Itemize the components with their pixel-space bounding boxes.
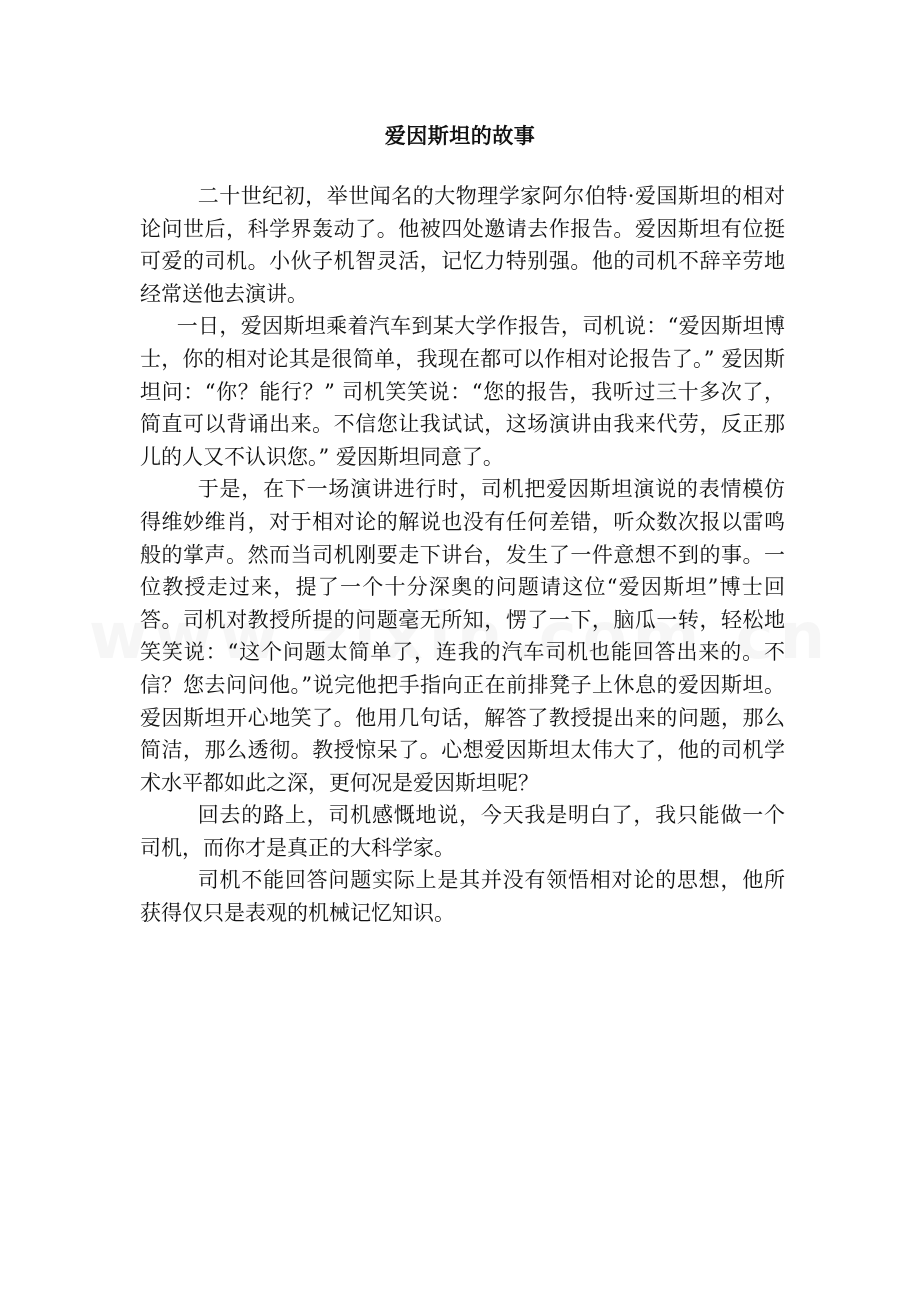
paragraph-1: 二十世纪初，举世闻名的大物理学家阿尔伯特·爱国斯坦的相对论问世后，科学界轰动了。他被四处邀请去作报告。爱因斯坦有位挺可爱的司机。小伙子机智灵活，记忆力特别强。他的司机不辞辛劳地经常送他去演讲。 xyxy=(140,184,785,306)
paragraph-2: 一日，爱因斯坦乘着汽车到某大学作报告，司机说：“爱因斯坦博士，你的相对论其是很简单，我现在都可以作相对论报告了。” 爱因斯坦问：“你？能行？” 司机笑笑说：“您的报告，我听过三十多次了，简直可以背诵出来。不信您让我试试，这场演讲由我来代劳，反正那儿的人又不认识您。” 爱因斯坦同意了。 xyxy=(140,314,785,469)
paragraph-5: 司机不能回答问题实际上是其并没有领悟相对论的思想，他所获得仅只是表观的机械记忆知识。 xyxy=(140,868,785,926)
paragraph-4: 回去的路上，司机感慨地说，今天我是明白了，我只能做一个司机，而你才是真正的大科学家。 xyxy=(140,803,785,860)
document-body xyxy=(140,180,785,930)
paragraph-3: 于是，在下一场演讲进行时，司机把爱因斯坦演说的表情模仿得维妙维肖，对于相对论的解说也没有任何差错，听众数次报以雷鸣般的掌声。然而当司机刚要走下讲台，发生了一件意想不到的事。一位教授走过来，提了一个十分深奥的问题请这位“爱因斯坦”博士回答。司机对教授所提的问题毫无所知，愣了一下，脑瓜一转，轻松地笑笑说：“这个问题太简单了，连我的汽车司机也能回答出来的。不信？您去问问他。”说完他把手指向正在前排凳子上休息的爱因斯坦。爱因斯坦开心地笑了。他用几句话，解答了教授提出来的问题，那么简洁，那么透彻。教授惊呆了。心想爱因斯坦太伟大了，他的司机学术水平都如此之深，更何况是爱因斯坦呢？ xyxy=(140,477,785,795)
document-title: 爱因斯坦的故事 xyxy=(384,123,536,148)
